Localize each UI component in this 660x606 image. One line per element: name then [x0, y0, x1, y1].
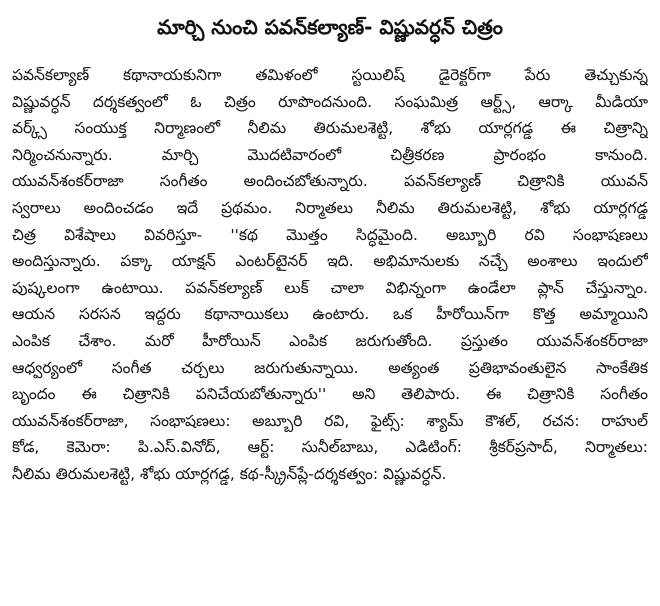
body-line: విష్ణువర్ధన్ దర్శకత్వంలో ఓ చిత్రం రూపొందనుంది. సంఘమిత్ర ఆర్ట్స్, ఆర్కా మీడియా	[12, 92, 648, 111]
body-line: బృందం ఈ చిత్రానికి పనిచేయబోతున్నారు'' అని తెలిపారు. ఈ చిత్రానికి సంగీతం	[12, 385, 648, 404]
body-line: పుష్కలంగా ఉంటాయి. పవన్‌కల్యాణ్ లుక్ చాలా విభిన్నంగా ఉండేలా ప్లాన్ చేస్తున్నాం.	[12, 278, 648, 297]
body-line: యువన్‌శంకర్‌రాజా, సంభాషణలు: అబ్బూరి రవి, ఫైట్స్: శ్యామ్ కౌశల్, రచన: రాహుల్	[12, 411, 648, 430]
body-line: కోడ, కెమెరా: పి.ఎస్.వినోద్, ఆర్ట్: సునీల్‌బాబు, ఎడిటింగ్: శ్రీకర్‌ప్రసాద్, నిర్మాతలు:	[12, 438, 648, 457]
body-line: చిత్ర విశేషాలు వివరిస్తూ- ''కథ మొత్తం సిద్ధమైంది. అబ్బూరి రవి సంభాషణలు	[12, 225, 648, 244]
body-line: నీలిమ తిరుమలశెట్టి, శోభు యార్లగడ్డ, కథ-స్క్రీన్‌ప్లే-దర్శకత్వం: విష్ణువర్ధన్.	[12, 464, 447, 483]
article-headline: మార్చి నుంచి పవన్‌కల్యాణ్- విష్ణువర్ధన్ చిత్రం	[157, 15, 503, 39]
body-line: ఆయన సరసన ఇద్దరు కథానాయికలు ఉంటారు. ఒక హీరోయిన్‌గా కొత్త అమ్మాయిని	[12, 305, 648, 324]
body-line: నిర్మించనున్నారు. మార్చి మొదటివారంలో చిత్రీకరణ ప్రారంభం కానుంది.	[12, 145, 648, 164]
body-line: యువన్‌శంకర్‌రాజా సంగీతం అందించబోతున్నారు. పవన్‌కల్యాణ్ చిత్రానికి యువన్	[12, 172, 648, 191]
article-body	[12, 62, 648, 488]
body-line: ఎంపిక చేశాం. మరో హీరోయిన్ ఎంపిక జరుగుతోంది. ప్రస్తుతం యువన్‌శంకర్‌రాజా	[12, 331, 648, 350]
body-line: స్వరాలు అందించడం ఇదే ప్రథమం. నిర్మాతలు నీలిమ తిరుమలశెట్టి, శోభు యార్లగడ్డ	[12, 198, 648, 217]
body-line: వర్క్స్ సంయుక్త నిర్మాణంలో నీలిమ తిరుమలశెట్టి, శోభు యార్లగడ్డ ఈ చిత్రాన్ని	[12, 119, 648, 138]
body-line: అందిస్తున్నారు. పక్కా యాక్షన్ ఎంటర్‌టైనర్ ఇది. అభిమానులకు నచ్చే అంశాలు ఇందులో	[12, 252, 648, 271]
body-line: ఆధ్వర్యంలో సంగీత చర్చలు జరుగుతున్నాయి. అత్యంత ప్రతిభావంతులైన సాంకేతిక	[12, 358, 648, 377]
body-line: పవన్‌కల్యాణ్ కథానాయకునిగా తమిళంలో స్టయిలిష్ డైరెక్టర్‌గా పేరు తెచ్చుకున్న	[12, 66, 648, 84]
news-article	[12, 10, 648, 488]
